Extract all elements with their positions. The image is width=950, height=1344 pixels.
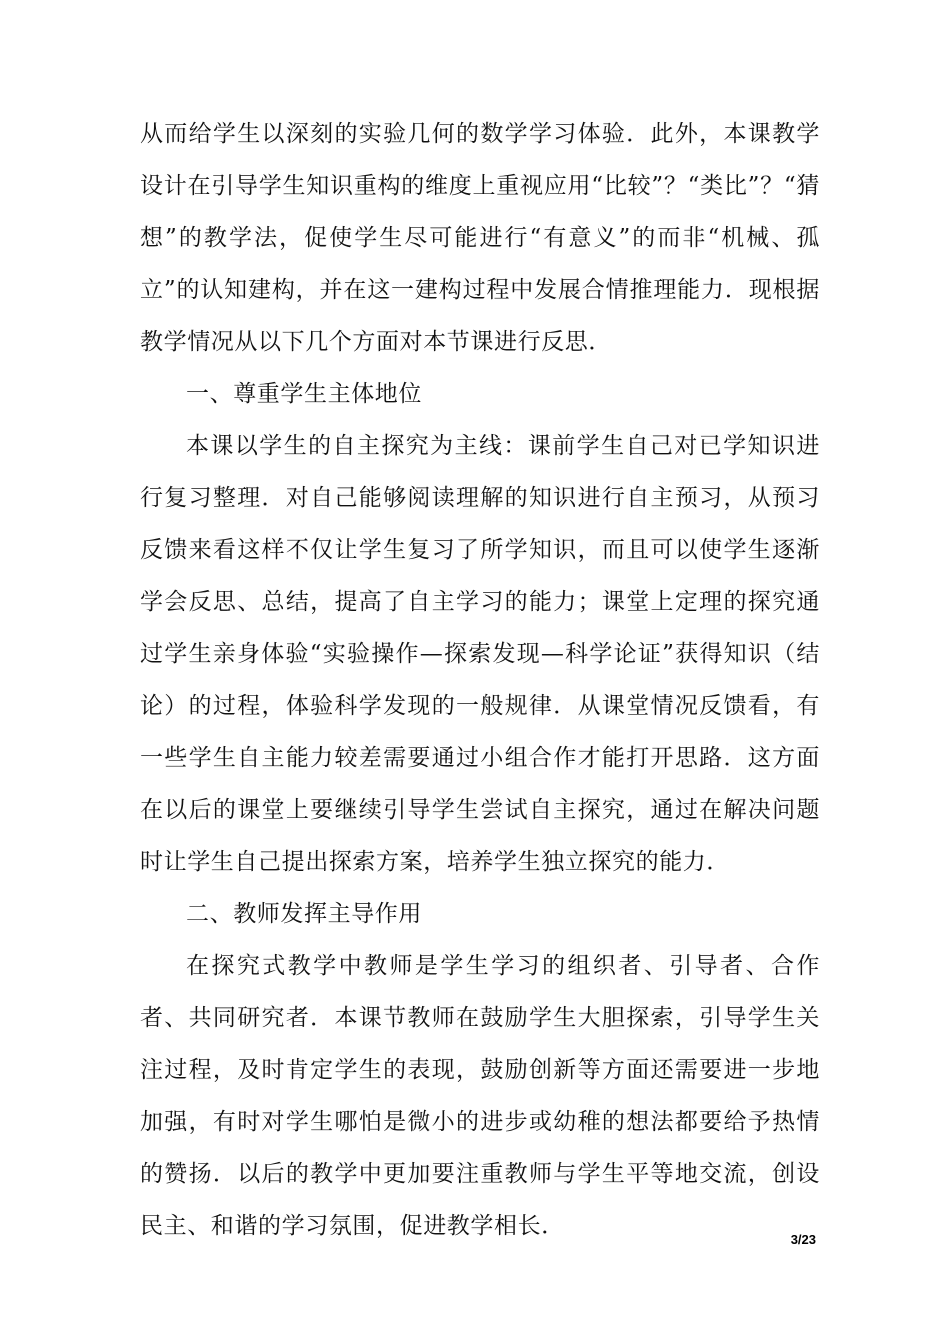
document-body [140,108,820,1252]
section-heading-2: 二、教师发挥主导作用 [186,901,422,927]
paragraph-section-2: 在探究式教学中教师是学生学习的组织者、引导者、合作者、共同研究者．本课节教师在鼓励学生大胆探索，引导学生关注过程，及时肯定学生的表现，鼓励创新等方面还需要进一步地加强，有时对学生哪怕是微小的进步或幼稚的想法都要给予热情的赞扬．以后的教学中更加要注重教师与学生平等地交流，创设民主、和谐的学习氛围，促进教学相长． [140,953,820,1239]
paragraph-section-1: 本课以学生的自主探究为主线：课前学生自己对已学知识进行复习整理．对自己能够阅读理解的知识进行自主预习，从预习反馈来看这样不仅让学生复习了所学知识，而且可以使学生逐渐学会反思、总结，提高了自主学习的能力；课堂上定理的探究通过学生亲身体验“实验操作—探索发现—科学论证”获得知识（结论）的过程，体验科学发现的一般规律．从课堂情况反馈看，有一些学生自主能力较差需要通过小组合作才能打开思路．这方面在以后的课堂上要继续引导学生尝试自主探究，通过在解决问题时让学生自己提出探索方案，培养学生独立探究的能力． [140,433,820,875]
page-number: 3/23 [790,1232,816,1247]
section-heading-1: 一、尊重学生主体地位 [186,381,422,407]
paragraph-continuation: 从而给学生以深刻的实验几何的数学学习体验．此外，本课教学设计在引导学生知识重构的维度上重视应用“比较”？“类比”？“猜想”的教学法，促使学生尽可能进行“有意义”的而非“机械、孤立”的认知建构，并在这一建构过程中发展合情推理能力．现根据教学情况从以下几个方面对本节课进行反思． [140,121,820,355]
